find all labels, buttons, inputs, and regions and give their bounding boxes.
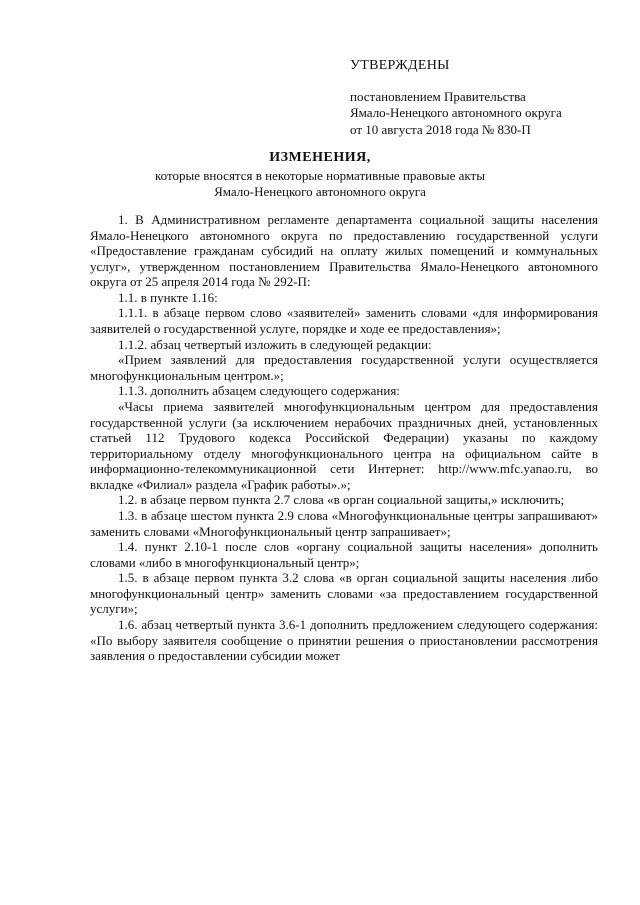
paragraph: 1.4. пункт 2.10-1 после слов «органу социальной защиты населения» дополнить словами «либо в многофункциональный центр»; (90, 539, 598, 570)
document-title-block (0, 150, 640, 200)
document-subtitle: которые вносятся в некоторые нормативные правовые акты (155, 168, 485, 183)
document-title: ИЗМЕНЕНИЯ, (269, 150, 371, 165)
paragraph: 1.6. абзац четвертый пункта 3.6-1 дополнить предложением следующего содержания: «По выбору заявителя сообщение о принятии решения о приостановлении рассмотрения заявления о предоставлении субсидии может (90, 617, 598, 664)
document-subtitle: Ямало-Ненецкого автономного округа (214, 184, 426, 199)
paragraph: 1.1.3. дополнить абзацем следующего содержания: (118, 383, 400, 399)
approval-line: Ямало-Ненецкого автономного округа (350, 105, 562, 120)
paragraph: «Часы приема заявителей многофункциональным центром для предоставления государственной услуги (за исключением нерабочих праздничных дней, установленных статьей 112 Трудового кодекса Российской Федерации) указаны по каждому территориальному отделу многофункционального центра на официальном сайте в информационно-телекоммуникационной сети Интернет: http://www.mfc.yanao.ru, во вкладке «Филиал» раздела «График работы».»; (90, 399, 598, 492)
approval-heading: УТВЕРЖДЕНЫ (350, 58, 450, 73)
paragraph: 1.3. в абзаце шестом пункта 2.9 слова «Многофункциональные центры запрашивают» заменить словами «Многофункциональный центр запрашивает»; (90, 508, 598, 539)
paragraph: 1.5. в абзаце первом пункта 3.2 слова «в орган социальной защиты населения либо многофункциональный центр» заменить словами «за предоставлением государственной услуги»; (90, 570, 598, 617)
approval-block (350, 58, 630, 138)
approval-line: от 10 августа 2018 года № 830-П (350, 121, 531, 137)
paragraph: 1.1. в пункте 1.16: (118, 289, 218, 305)
paragraph: 1.1.1. в абзаце первом слово «заявителей» заменить словами «для информирования заявителей о государственной услуге, порядке и ходе ее предоставления»; (90, 305, 598, 336)
paragraph: 1.2. в абзаце первом пункта 2.7 слова «в орган социальной защиты,» исключить; (118, 492, 565, 508)
approval-line: постановлением Правительства (350, 88, 526, 104)
paragraph: 1. В Административном регламенте департамента социальной защиты населения Ямало-Ненецкого автономного округа по предоставлению государственной услуги «Предоставление гражданам субсидий на оплату жилых помещений и коммунальных услуг», утвержденном постановлением Правительства Ямало-Ненецкого автономного округа от 25 апреля 2014 года № 292-П: (90, 212, 598, 289)
document-body (90, 212, 598, 664)
paragraph: 1.1.2. абзац четвертый изложить в следующей редакции: (118, 336, 432, 352)
paragraph: «Прием заявлений для предоставления государственной услуги осуществляется многофункциональным центром.»; (90, 352, 598, 383)
